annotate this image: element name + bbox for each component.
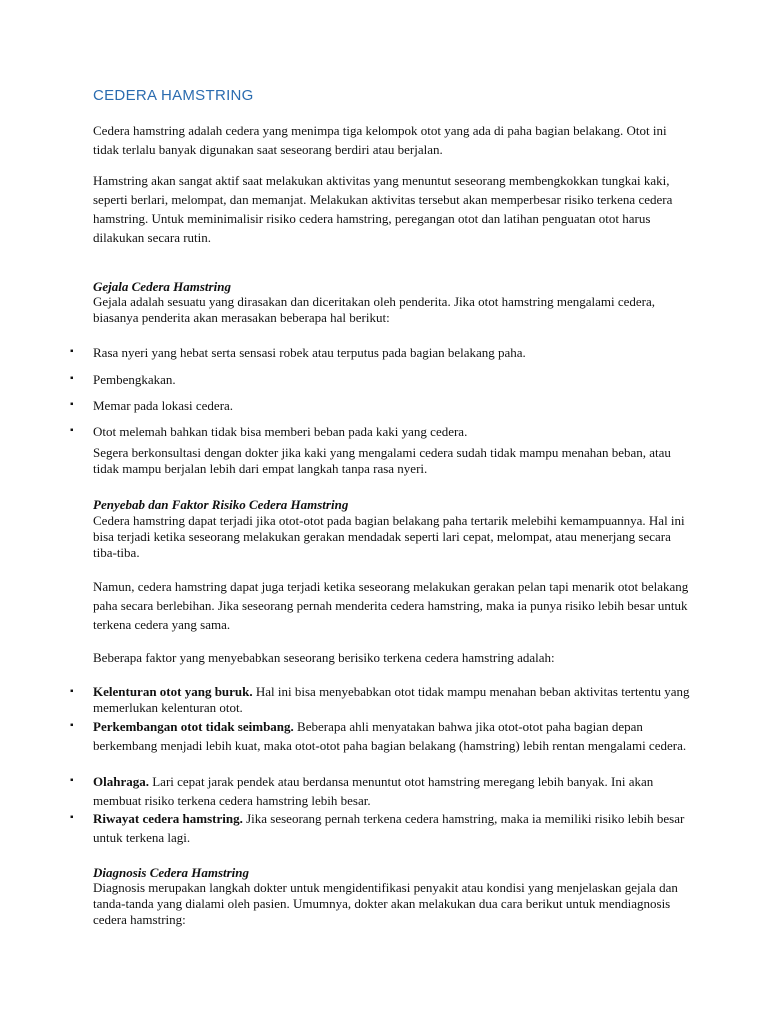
factor-desc: Lari cepat jarak pendek atau berdansa menuntut otot hamstring meregang lebih banyak. Ini akan membuat risiko terkena cedera hamstring lebih besar. bbox=[93, 774, 654, 808]
factor-term: Kelenturan otot yang buruk. bbox=[93, 684, 253, 699]
factor-term: Riwayat cedera hamstring. bbox=[93, 811, 243, 826]
bullet-marker: ▪ bbox=[70, 720, 74, 731]
gejala-bullet-3: Memar pada lokasi cedera. bbox=[93, 398, 234, 413]
intro-paragraph-1: Cedera hamstring adalah cedera yang menimpa tiga kelompok otot yang ada di paha bagian belakang. Otot ini tidak terlalu banyak digunakan saat seseorang berdiri atau berjalan. bbox=[93, 123, 667, 157]
document-title: CEDERA HAMSTRING bbox=[93, 87, 254, 104]
factor-item-3 bbox=[93, 772, 693, 810]
factor-term: Perkembangan otot tidak seimbang. bbox=[93, 719, 294, 734]
penyebab-heading: Penyebab dan Faktor Risiko Cedera Hamstring bbox=[93, 497, 349, 512]
factor-item-2 bbox=[93, 717, 693, 755]
penyebab-paragraph-1: Cedera hamstring dapat terjadi jika otot-otot pada bagian belakang paha tertarik melebihi kemampuannya. Hal ini bisa terjadi ketika seseorang melakukan gerakan mendadak seperti lari cepat, melompat, atau menerjang secara tiba-tiba. bbox=[93, 513, 685, 560]
gejala-bullet-2: Pembengkakan. bbox=[93, 372, 176, 387]
factor-desc: Beberapa ahli menyatakan bahwa jika otot-otot paha bagian depan berkembang menjadi lebih kuat, maka otot-otot paha bagian belakang (hamstring) lebih rentan mengalami cedera. bbox=[93, 719, 687, 753]
gejala-bullet-1: Rasa nyeri yang hebat serta sensasi robek atau terputus pada bagian belakang paha. bbox=[93, 345, 526, 360]
penyebab-paragraph-2: Namun, cedera hamstring dapat juga terjadi ketika seseorang melakukan gerakan pelan tapi menarik otot belakang paha secara berlebihan. Jika seseorang pernah menderita cedera hamstring, maka ia punya risiko lebih besar untuk terkena cedera yang sama. bbox=[93, 579, 689, 632]
bullet-marker: ▪ bbox=[70, 425, 74, 436]
gejala-bullet-4: Otot melemah bahkan tidak bisa memberi beban pada kaki yang cedera. bbox=[93, 424, 468, 439]
gejala-paragraph: Gejala adalah sesuatu yang dirasakan dan diceritakan oleh penderita. Jika otot hamstring mengalami cedera, biasanya penderita akan merasakan beberapa hal berikut: bbox=[93, 294, 656, 325]
bullet-marker: ▪ bbox=[70, 686, 74, 697]
factor-item-4 bbox=[93, 809, 693, 847]
bullet-marker: ▪ bbox=[70, 346, 74, 357]
factor-item-1 bbox=[93, 684, 693, 716]
factor-term: Olahraga. bbox=[93, 774, 149, 789]
factor-desc: Hal ini bisa menyebabkan otot tidak mampu menahan beban aktivitas tertentu yang memerlukan kelenturan otot. bbox=[93, 684, 690, 715]
intro-paragraph-2: Hamstring akan sangat aktif saat melakukan aktivitas yang menuntut seseorang membengkokkan tungkai kaki, seperti berlari, melompat, dan memanjat. Melakukan aktivitas tersebut akan memperbesar risiko terkena cedera hamstring. Untuk meminimalisir risiko cedera hamstring, peregangan otot dan latihan penguatan otot harus dilakukan secara rutin. bbox=[93, 173, 673, 245]
factor-desc: Jika seseorang pernah terkena cedera hamstring, maka ia memiliki risiko lebih besar untuk terkena lagi. bbox=[93, 811, 685, 845]
bullet-marker: ▪ bbox=[70, 812, 74, 823]
gejala-heading: Gejala Cedera Hamstring bbox=[93, 279, 231, 294]
gejala-note: Segera berkonsultasi dengan dokter jika kaki yang mengalami cedera sudah tidak mampu menahan beban, atau tidak mampu berjalan lebih dari empat langkah tanpa rasa nyeri. bbox=[93, 445, 671, 476]
diagnosis-paragraph: Diagnosis merupakan langkah dokter untuk mengidentifikasi penyakit atau kondisi yang menjelaskan gejala dan tanda-tanda yang dialami oleh pasien. Umumnya, dokter akan melakukan dua cara berikut untuk mendiagnosis cedera hamstring: bbox=[93, 880, 678, 927]
penyebab-paragraph-3: Beberapa faktor yang menyebabkan seseorang berisiko terkena cedera hamstring adalah: bbox=[93, 650, 555, 665]
diagnosis-heading: Diagnosis Cedera Hamstring bbox=[93, 865, 250, 880]
bullet-marker: ▪ bbox=[70, 373, 74, 384]
bullet-marker: ▪ bbox=[70, 399, 74, 410]
bullet-marker: ▪ bbox=[70, 775, 74, 786]
